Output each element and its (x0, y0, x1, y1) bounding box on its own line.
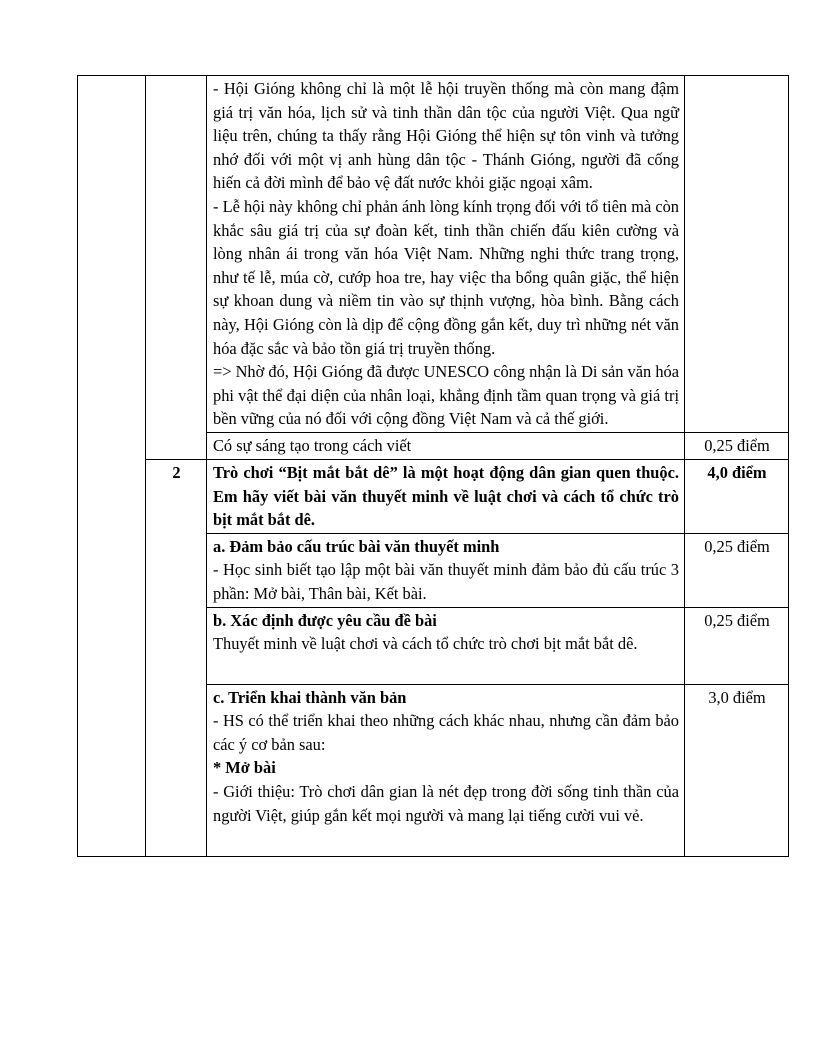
criterion-c-heading: c. Triển khai thành văn bản (213, 687, 407, 707)
criterion-b-points-cell: 0,25 điểm (685, 607, 789, 684)
criterion-c-detail: - Giới thiệu: Trò chơi dân gian là nét đẹp trong đời sống tinh thần của người Việt, giúp gắn kết mọi người và mang lại tiếng cười vui vẻ. (213, 782, 679, 825)
question2-prompt-row (78, 459, 789, 533)
criterion-c-points-cell: 3,0 điểm (685, 684, 789, 856)
grading-rubric-table (77, 75, 789, 857)
analysis-paragraph-3: => Nhờ đó, Hội Gióng đã được UNESCO công nhận là Di sản văn hóa phi vật thể đại diện của nhân loại, khẳng định tầm quan trọng và giá trị bền vững của nó đối với cộng đồng Việt Nam và cả thế giới. (213, 362, 679, 429)
question1-analysis-row (78, 76, 789, 433)
question2-points-cell: 4,0 điểm (685, 459, 789, 533)
criterion-b-cell (207, 607, 685, 684)
question1-analysis-cell (207, 76, 685, 433)
criterion-b-body: Thuyết minh về luật chơi và cách tổ chức trò chơi bịt mắt bắt dê. (213, 634, 638, 654)
question2-number-cell: 2 (146, 459, 207, 856)
section-column-cell (78, 76, 146, 857)
analysis-paragraph-2: - Lễ hội này không chỉ phản ánh lòng kính trọng đối với tổ tiên mà còn khắc sâu giá trị của sự đoàn kết, tinh thần chiến đấu kiên cường và lòng nhân ái trong văn hóa Việt Nam. Những nghi thức trang trọng, như tế lễ, múa cờ, cướp hoa tre, hay việc tha bổng quân giặc, thể hiện sự khoan dung và niềm tin vào sự thịnh vượng, hòa bình. Bằng cách này, Hội Gióng còn là dịp để cộng đồng gắn kết, duy trì những nét văn hóa đặc sắc và bảo tồn giá trị truyền thống. (213, 196, 679, 358)
analysis-paragraph-1: - Hội Gióng không chỉ là một lễ hội truyền thống mà còn mang đậm giá trị văn hóa, lịch sử và tinh thần dân tộc của người Việt. Qua ngữ liệu trên, chúng ta thấy rằng Hội Gióng thể hiện sự tôn vinh và tưởng nhớ đối với một vị anh hùng dân tộc - Thánh Gióng, người đã cống hiến cả đời mình để bảo vệ đất nước khỏi giặc ngoại xâm. (213, 79, 679, 193)
question1-number-cell (146, 76, 207, 460)
criterion-c-intro: - HS có thể triển khai theo những cách khác nhau, nhưng cần đảm bảo các ý cơ bản sau: (213, 711, 679, 754)
criterion-a-cell (207, 533, 685, 607)
criterion-a-heading: a. Đảm bảo cấu trúc bài văn thuyết minh (213, 536, 500, 556)
creativity-criterion-cell: Có sự sáng tạo trong cách viết (207, 432, 685, 459)
criterion-b-heading: b. Xác định được yêu cầu đề bài (213, 610, 437, 630)
question2-prompt-cell: Trò chơi “Bịt mắt bắt dê” là một hoạt động dân gian quen thuộc. Em hãy viết bài văn thuyết minh về luật chơi và cách tổ chức trò bịt mắt bắt dê. (207, 459, 685, 533)
criterion-c-cell (207, 684, 685, 856)
question1-analysis-points-cell (685, 76, 789, 433)
criterion-a-points-cell: 0,25 điểm (685, 533, 789, 607)
criterion-a-body: - Học sinh biết tạo lập một bài văn thuyết minh đảm bảo đủ cấu trúc 3 phần: Mở bài, Thân bài, Kết bài. (213, 560, 679, 603)
criterion-c-subheading: * Mở bài (213, 758, 276, 778)
creativity-points-cell: 0,25 điểm (685, 432, 789, 459)
